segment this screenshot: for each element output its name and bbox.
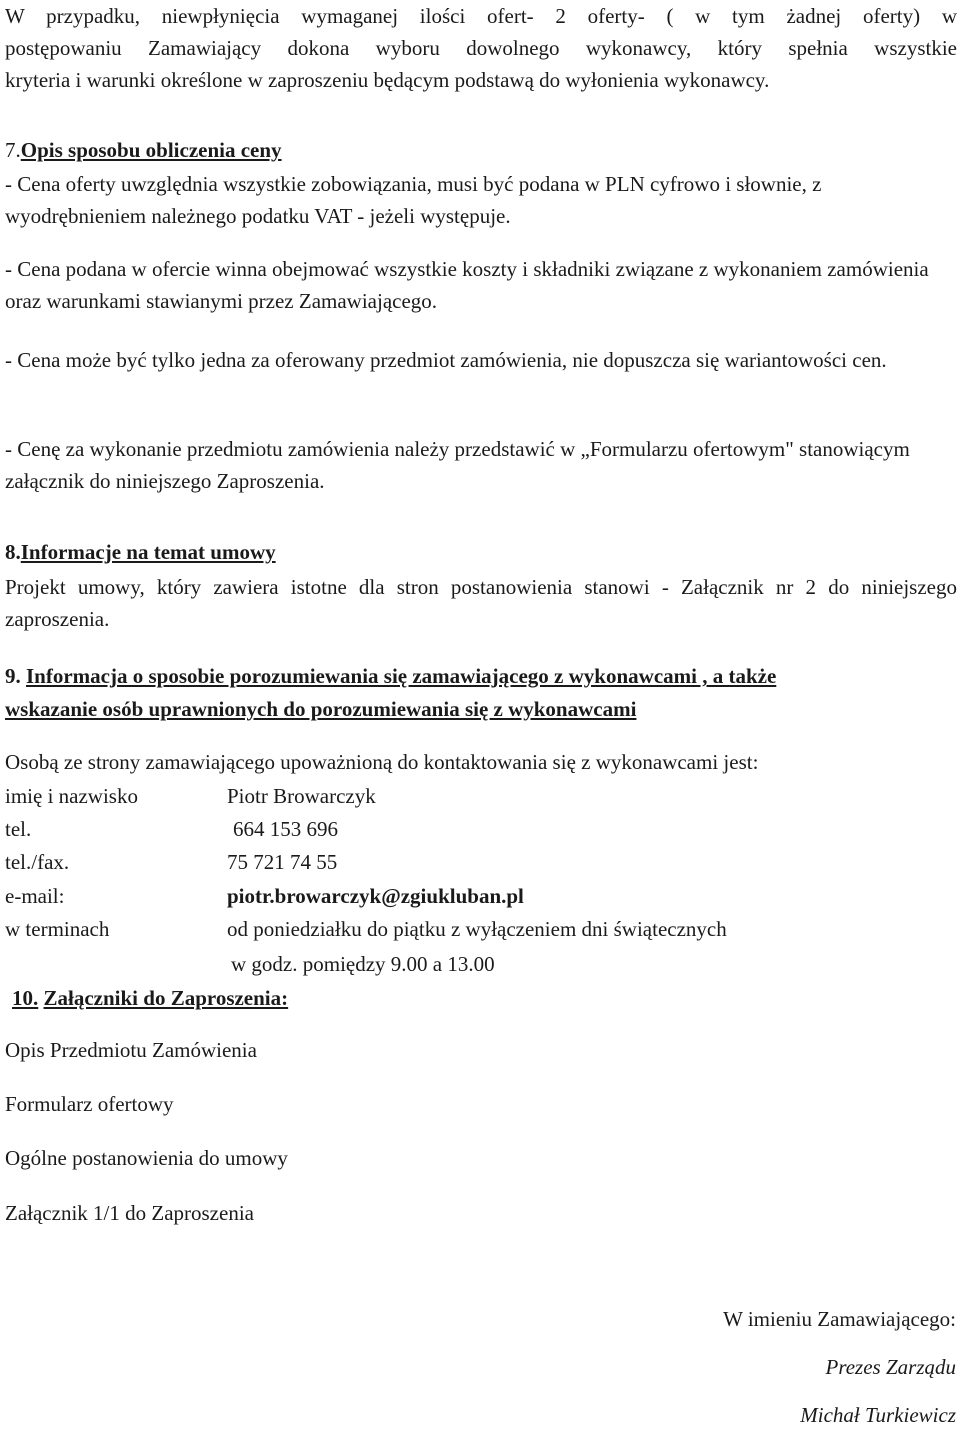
section-8-heading: [5, 536, 957, 568]
section-9-title-line-1: Informacja o sposobie porozumiewania się zamawiającego z wykonawcami , a także: [26, 664, 777, 688]
contact-tel-value: 664 153 696: [233, 817, 338, 841]
section-7-heading: [5, 134, 957, 166]
contact-hours-value-2: w godz. pomiędzy 9.00 a 13.00: [231, 952, 495, 976]
section-8-paragraph: Projekt umowy, który zawiera istotne dla stron postanowienia stanowi - Załącznik nr 2 do niniejszego zaproszenia.: [5, 575, 957, 631]
section-10-heading: [12, 982, 288, 1014]
section-7-paragraph-4: - Cenę za wykonanie przedmiotu zamówienia należy przedstawić w „Formularzu ofertowym" stanowiącym załącznik do niniejszego Zaproszenia.: [5, 437, 910, 493]
signature-name: Michał Turkiewicz: [800, 1403, 956, 1427]
section-7-title: Opis sposobu obliczenia ceny: [20, 138, 282, 162]
contact-name-value: Piotr Browarczyk: [227, 784, 376, 808]
contact-hours-label: w terminach: [5, 917, 110, 941]
contact-hours-value-1: od poniedziałku do piątku z wyłączeniem dni świątecznych: [227, 917, 727, 941]
section-9-title-line-2: wskazanie osób uprawnionych do porozumiewania się z wykonawcami: [5, 697, 637, 721]
attachment-item: Załącznik 1/1 do Zaproszenia: [5, 1201, 254, 1225]
contact-name-label: imię i nazwisko: [5, 784, 138, 808]
contact-email-value[interactable]: piotr.browarczyk@zgiukluban.pl: [227, 884, 524, 908]
attachment-item: Ogólne postanowienia do umowy: [5, 1146, 288, 1170]
attachment-item: Formularz ofertowy: [5, 1092, 174, 1116]
contact-email-label: e-mail:: [5, 884, 65, 908]
attachment-item: Opis Przedmiotu Zamówienia: [5, 1038, 257, 1062]
intro-line-3: kryteria i warunki określone w zaproszeniu będącym podstawą do wyłonienia wykonawcy.: [5, 68, 770, 92]
contact-fax-value: 75 721 74 55: [227, 850, 338, 874]
section-7-number: 7.: [5, 138, 21, 162]
contact-tel-label: tel.: [5, 817, 32, 841]
section-7-paragraph-1: - Cena oferty uwzględnia wszystkie zobowiązania, musi być podana w PLN cyfrowo i słownie, z wyodrębnieniem należnego podatku VAT - jeżeli występuje.: [5, 172, 822, 228]
section-8-title: Informacje na temat umowy: [20, 540, 276, 564]
contact-fax-label: tel./fax.: [5, 850, 70, 874]
section-10-number: 10.: [12, 986, 39, 1010]
section-7-paragraph-3: - Cena może być tylko jedna za oferowany przedmiot zamówienia, nie dopuszcza się wariantowości cen.: [5, 348, 887, 372]
intro-line-1: W przypadku, niewpłynięcia wymaganej ilości ofert- 2 oferty- ( w tym żadnej oferty) w: [5, 4, 957, 28]
signature-line-1: W imieniu Zamawiającego:: [723, 1307, 956, 1331]
section-9-intro: Osobą ze strony zamawiającego upoważnioną do kontaktowania się z wykonawcami jest:: [5, 750, 759, 774]
section-9-heading: [5, 660, 957, 692]
intro-line-2: postępowaniu Zamawiający dokona wyboru dowolnego wykonawcy, który spełnia wszystkie: [5, 36, 957, 60]
signature-title: Prezes Zarządu: [825, 1355, 956, 1379]
section-9-number: 9.: [5, 664, 21, 688]
section-7-paragraph-2: - Cena podana w ofercie winna obejmować wszystkie koszty i składniki związane z wykonaniem zamówienia oraz warunkami stawianymi przez Zamawiającego.: [5, 257, 929, 313]
section-8-number: 8.: [5, 540, 21, 564]
section-10-title: Załączniki do Zaproszenia:: [43, 986, 289, 1010]
